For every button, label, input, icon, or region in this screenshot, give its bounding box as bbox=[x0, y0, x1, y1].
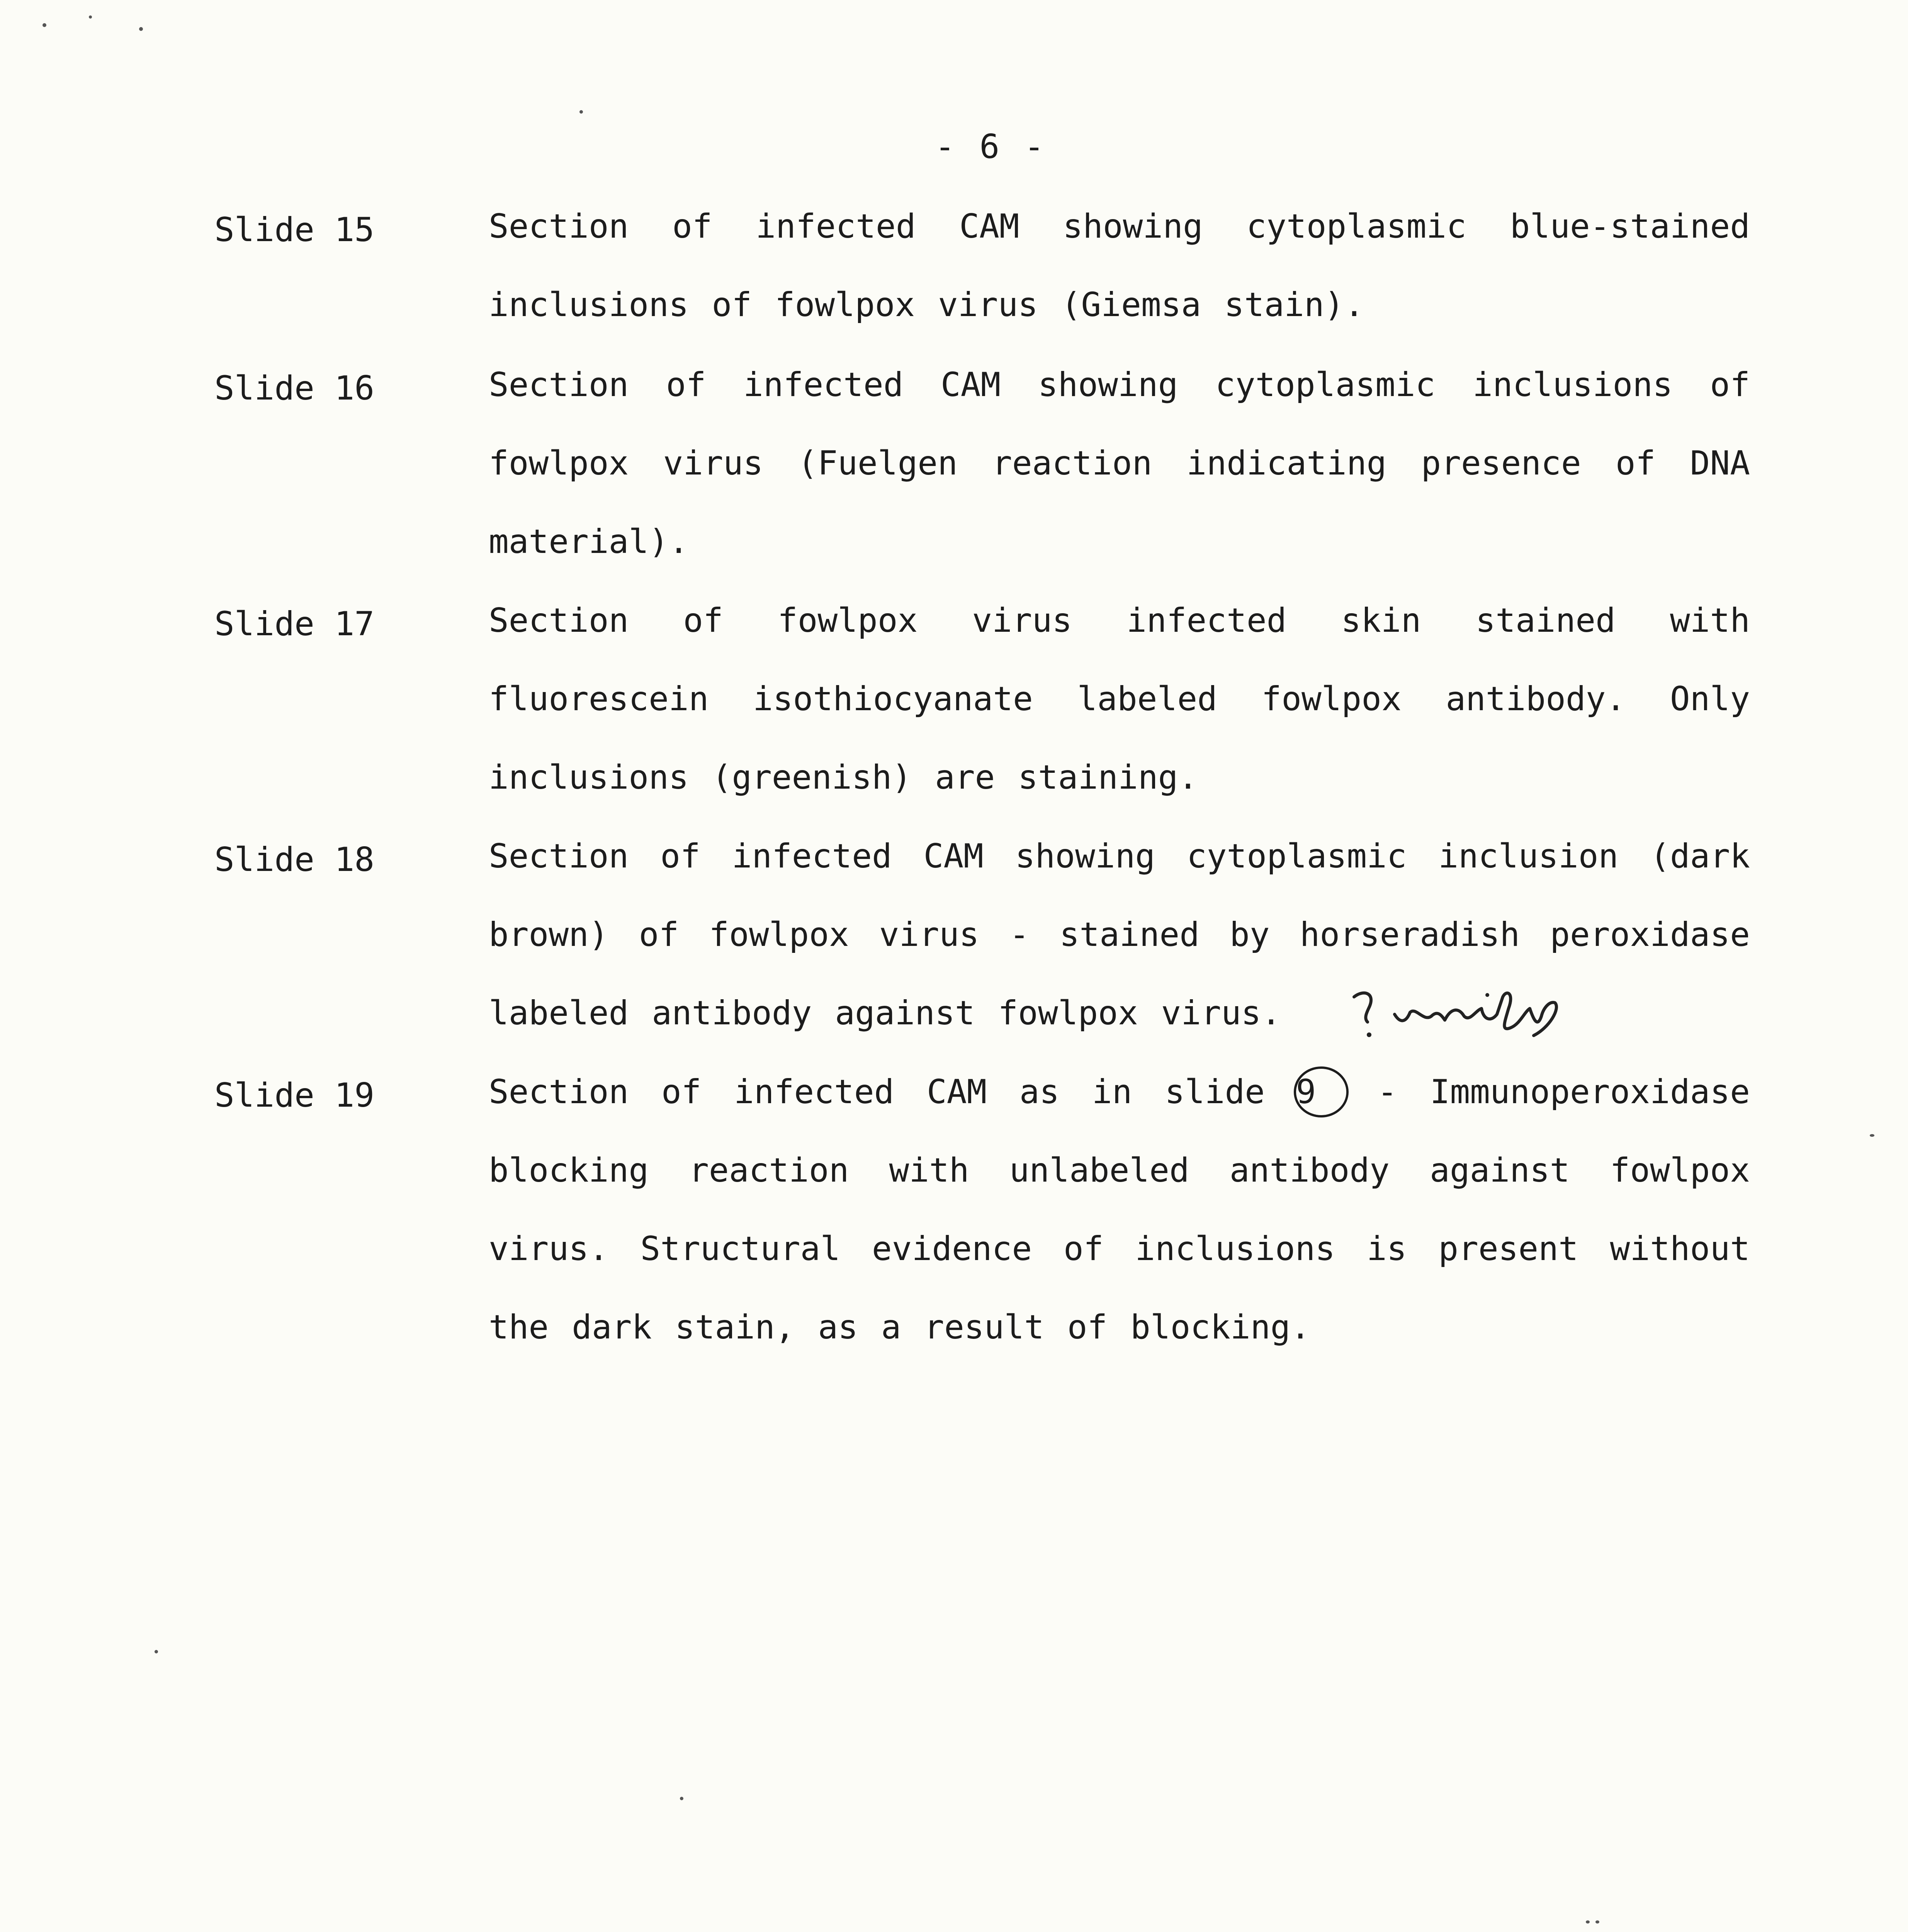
slide-text-before: Section of infected CAM as in slide bbox=[489, 1073, 1265, 1111]
page-number: - 6 - bbox=[935, 128, 1047, 166]
handwritten-annotation bbox=[1348, 985, 1565, 1043]
slide-description: Section of infected CAM showing cytoplasmic blue-stained inclusions of fowlpox virus (Giemsa stain). bbox=[489, 207, 1750, 324]
slide-text-after: - Immunoperoxidase blocking reaction with unlabeled antibody against fowlpox virus. Structural evidence of inclusions is present without the dark stain, as a result of blocking. bbox=[489, 1073, 1750, 1347]
paper-speck bbox=[139, 27, 143, 31]
circled-number: 9 bbox=[1294, 1066, 1349, 1117]
paper-speck bbox=[1595, 1920, 1599, 1923]
slide-description: Section of fowlpox virus infected skin stained with fluorescein isothiocyanate labeled fowlpox antibody. Only inclusions (greenish) are staining. bbox=[489, 601, 1750, 797]
paper-speck bbox=[680, 1797, 683, 1800]
paper-speck bbox=[579, 110, 583, 114]
paper-speck bbox=[42, 23, 46, 27]
slide-label: Slide 15 bbox=[214, 211, 375, 249]
slide-description: Section of infected CAM showing cytoplasmic inclusions of fowlpox virus (Fuelgen reaction indicating presence of DNA material). bbox=[489, 366, 1750, 561]
slide-label: Slide 17 bbox=[214, 605, 375, 643]
paper-speck bbox=[89, 15, 92, 19]
slide-label: Slide 16 bbox=[214, 369, 375, 408]
slide-description: Section of infected CAM showing cytoplasmic inclusion (dark brown) of fowlpox virus - stained by horseradish peroxidase labeled antibody against fowlpox virus. bbox=[489, 837, 1750, 1032]
paper-speck bbox=[1586, 1920, 1590, 1923]
paper-speck bbox=[1870, 1134, 1874, 1137]
paper-speck bbox=[155, 1650, 158, 1653]
slide-description bbox=[489, 1053, 1750, 1367]
slide-label: Slide 19 bbox=[214, 1076, 375, 1115]
slide-label: Slide 18 bbox=[214, 840, 375, 879]
